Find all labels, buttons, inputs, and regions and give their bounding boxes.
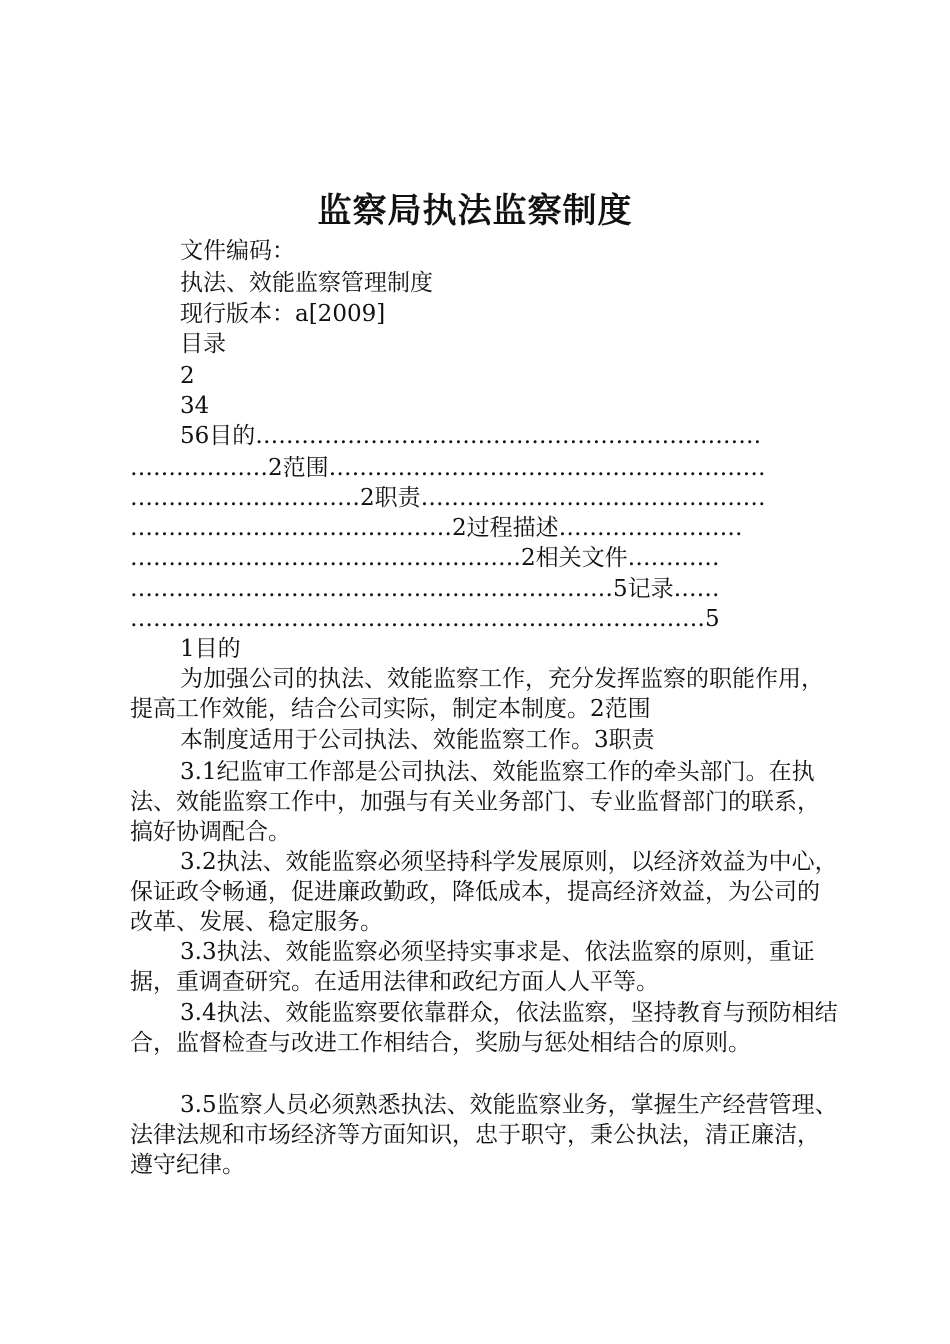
toc-number: 2 — [180, 363, 195, 389]
toc-line: ………………………………………………………5记录…… — [130, 576, 720, 602]
toc-line: ……………………………………………2相关文件………… — [130, 545, 720, 571]
section-heading: 1目的 — [180, 636, 241, 662]
doc-subtitle: 执法、效能监察管理制度 — [180, 270, 433, 296]
toc-line: …………………………………………………………………5 — [130, 606, 720, 632]
version-label: 现行版本：a[2009] — [180, 301, 386, 327]
doc-code-label: 文件编码： — [180, 238, 295, 264]
paragraph: 3.5监察人员必须熟悉执法、效能监察业务，掌握生产经营管理、法律法规和市场经济等方面知识，忠于职守，秉公执法，清正廉洁，遵守纪律。 — [130, 1092, 838, 1178]
toc-number: 34 — [180, 393, 210, 419]
paragraph: 3.2执法、效能监察必须坚持科学发展原则，以经济效益为中心，保证政令畅通，促进廉政勤政，降低成本，提高经济效益，为公司的改革、发展、稳定服务。 — [130, 849, 838, 935]
paragraph: 本制度适用于公司执法、效能监察工作。3职责 — [180, 727, 655, 753]
paragraph: 3.4执法、效能监察要依靠群众，依法监察，坚持教育与预防相结合，监督检查与改进工作相结合，奖励与惩处相结合的原则。 — [130, 1000, 838, 1056]
toc-line: 56目的………………………………………………………… — [180, 423, 762, 449]
paragraph: 3.3执法、效能监察必须坚持实事求是、依法监察的原则，重证据，重调查研究。在适用法律和政纪方面人人平等。 — [130, 939, 815, 995]
toc-heading: 目录 — [180, 331, 226, 357]
toc-line: ……………………………………2过程描述…………………… — [130, 515, 743, 541]
document-title: 监察局执法监察制度 — [317, 191, 633, 231]
toc-line: …………………………2职责……………………………………… — [130, 485, 766, 511]
paragraph: 3.1纪监审工作部是公司执法、效能监察工作的牵头部门。在执法、效能监察工作中，加强与有关业务部门、专业监督部门的联系，搞好协调配合。 — [130, 759, 820, 845]
paragraph: 为加强公司的执法、效能监察工作，充分发挥监察的职能作用，提高工作效能，结合公司实际，制定本制度。2范围 — [130, 666, 824, 722]
toc-line: ………………2范围………………………………………………… — [130, 455, 766, 481]
